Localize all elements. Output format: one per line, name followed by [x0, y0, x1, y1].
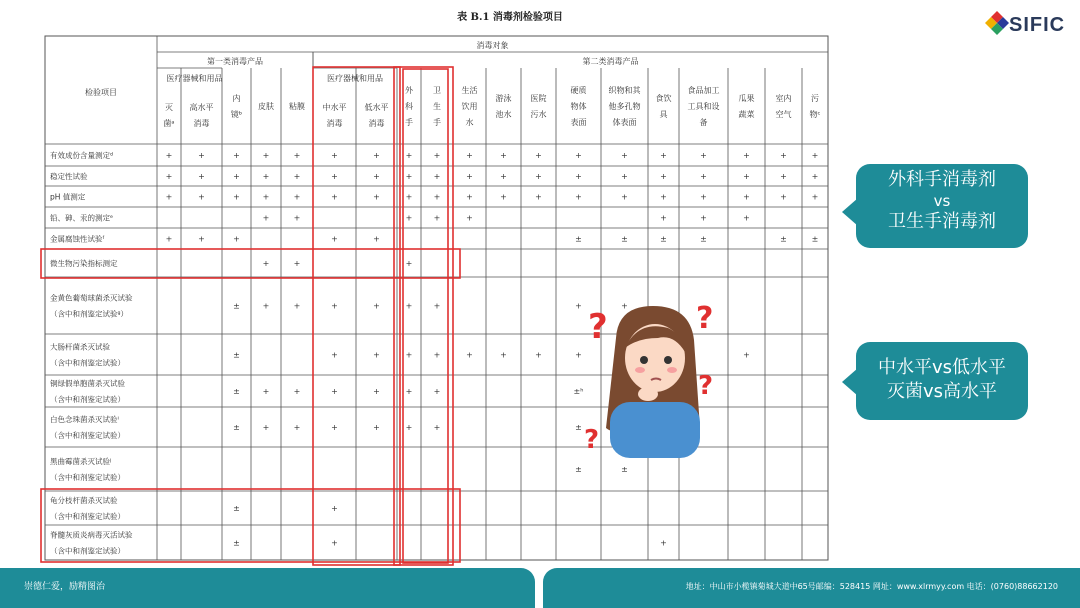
table-cell: +	[405, 387, 413, 396]
table-cell: +	[743, 151, 750, 160]
table-cell: +	[405, 350, 413, 360]
header-medical-devices-1: 医疗器械和用品	[166, 74, 223, 83]
column-header: 室内	[775, 94, 792, 103]
bubble1-line3: 卫生手消毒剂	[888, 211, 996, 232]
table-cell: +	[466, 192, 473, 202]
svg-text:?: ?	[588, 307, 608, 347]
row-label: 龟分枝杆菌杀灭试验	[50, 496, 118, 505]
table-cell: ±	[780, 234, 787, 244]
table-cell: +	[373, 172, 380, 181]
table-cell: +	[466, 172, 473, 181]
table-cell: ±	[621, 465, 628, 474]
column-header: 低水平	[364, 103, 389, 112]
table-cell: +	[811, 151, 819, 160]
table-cell: +	[535, 192, 542, 202]
highlight-medium-low-level	[313, 67, 400, 565]
table-cell: +	[743, 213, 750, 223]
table-cell: +	[293, 192, 301, 202]
table-cell: +	[331, 504, 338, 513]
svg-text:?: ?	[696, 301, 714, 336]
table-cell: +	[700, 192, 707, 202]
table-cell: ±	[811, 234, 819, 244]
row-label: 金黄色葡萄球菌杀灭试验	[50, 293, 133, 303]
table-cell: +	[233, 172, 240, 181]
thinking-girl-illustration	[578, 298, 728, 458]
column-header: 空气	[775, 110, 792, 119]
column-header: 食饮	[655, 94, 672, 103]
column-header: 皮肤	[258, 102, 274, 111]
table-cell: +	[433, 350, 441, 360]
table-cell: +	[500, 172, 507, 181]
column-header: 科	[405, 102, 413, 111]
table-cell: +	[743, 192, 750, 202]
table-cell: +	[331, 151, 338, 160]
table-cell: +	[466, 151, 473, 160]
table-cell: +	[660, 192, 667, 202]
table-cell: +	[262, 423, 270, 432]
table-cell: +	[743, 350, 750, 360]
table-cell: ±	[233, 504, 240, 513]
row-label: 稳定性试验	[50, 172, 88, 181]
table-cell: ±	[233, 301, 240, 311]
column-header: 工具和设	[687, 102, 720, 111]
footer-contact: 地址：中山市小榄镇菊城大道中65号邮编：528415 网址：www.xlrmyy.com 电话：(0760)88662120	[685, 582, 1058, 591]
column-header: 消毒	[326, 119, 343, 128]
table-cell: +	[811, 192, 819, 202]
table-cell: +	[262, 192, 270, 202]
row-label: 铜绿假单胞菌杀灭试验	[50, 379, 125, 388]
row-label: 有效成份含量测定ᵈ	[50, 151, 114, 160]
column-header: 游泳	[495, 94, 512, 103]
table-cell: +	[405, 423, 413, 432]
table-cell: +	[373, 192, 380, 202]
footer-motto: 崇德仁爱，励精图治	[24, 582, 106, 592]
table-cell: +	[233, 234, 240, 244]
column-header: 灭	[165, 103, 173, 112]
table-cell: +	[660, 151, 667, 160]
table-cell: +	[575, 172, 582, 181]
table-cell: +	[575, 350, 582, 360]
table-cell: +	[780, 192, 787, 202]
table-cell: +	[198, 192, 205, 202]
row-label: 白色念珠菌杀灭试验ⁱ	[50, 415, 119, 424]
table-cell: +	[466, 213, 473, 223]
table-cell: +	[433, 387, 441, 396]
table-cell: +	[198, 172, 205, 181]
table-cell: +	[621, 192, 628, 202]
table-cell: +	[575, 301, 582, 311]
table-cell: +	[700, 172, 707, 181]
row-label: （含中和剂鉴定试验）	[50, 395, 125, 404]
column-header: 物ᶜ	[809, 110, 821, 119]
table-cell: +	[433, 192, 441, 202]
table-cell: +	[433, 423, 441, 432]
table-cell: +	[165, 192, 173, 202]
table-cell: +	[198, 151, 205, 160]
header-group-2: 第二类消毒产品	[582, 57, 639, 66]
table-cell: +	[373, 387, 380, 396]
header-medical-devices-2: 医疗器械和用品	[327, 74, 383, 83]
row-label: 铅、砷、汞的测定ᵉ	[50, 213, 114, 223]
table-cell: +	[262, 387, 270, 396]
table-title: 表 B.1 消毒剂检验项目	[457, 12, 563, 23]
table-cell: ±	[575, 234, 582, 244]
table-cell: +	[660, 172, 667, 181]
table-cell: +	[433, 172, 441, 181]
column-header: 具	[659, 110, 668, 119]
table-cell: +	[373, 301, 380, 311]
table-cell: +	[373, 234, 380, 244]
column-header: 瓜果	[738, 94, 755, 103]
bubble-tail	[842, 198, 858, 226]
table-cell: +	[405, 151, 413, 160]
table-cell: ±	[575, 423, 582, 432]
column-header: 他多孔物	[608, 102, 641, 111]
table-cell: +	[433, 213, 441, 223]
row-label: （含中和剂鉴定试验ᵍ）	[50, 309, 129, 319]
table-cell: ±	[660, 234, 667, 244]
table-cell: +	[165, 172, 173, 181]
bubble2-line1: 中水平vs低水平	[877, 357, 1007, 378]
table-cell: +	[331, 192, 338, 202]
table-cell: +	[331, 423, 338, 432]
table-cell: +	[262, 213, 270, 223]
column-header: 物体	[570, 102, 587, 111]
header-disinfection-object: 消毒对象	[476, 41, 509, 50]
table-cell: +	[405, 301, 413, 311]
table-cell: +	[660, 213, 667, 223]
column-header: 饮用	[461, 102, 478, 111]
table-cell: +	[811, 172, 819, 181]
table-cell: +	[165, 151, 173, 160]
table-cell: ±	[575, 465, 582, 474]
table-cell: +	[233, 151, 240, 160]
table-cell: +	[621, 301, 628, 311]
row-label: 金属腐蚀性试验ᶠ	[50, 234, 105, 244]
table-cell: +	[198, 234, 205, 244]
sific-logo	[985, 10, 1075, 42]
column-header: 内	[232, 94, 241, 103]
table-cell: ±ʰ	[573, 387, 584, 396]
table-cell: +	[535, 350, 542, 360]
column-header: 高水平	[189, 103, 214, 112]
header-test-item: 检验项目	[85, 88, 117, 97]
column-header: 镜ᵇ	[230, 110, 243, 119]
bubble2-line2: 灭菌vs高水平	[886, 381, 998, 402]
column-header: 粘膜	[289, 102, 305, 111]
table-cell: +	[293, 387, 301, 396]
row-label: （含中和剂鉴定试验）	[50, 473, 125, 482]
table-cell: ±	[621, 234, 628, 244]
column-header: 体表面	[612, 118, 637, 127]
column-header: 硬质	[570, 86, 587, 95]
header-group-1: 第一类消毒产品	[207, 57, 263, 66]
table-cell: ±	[233, 350, 240, 360]
table-cell: +	[262, 172, 270, 181]
table-cell: +	[621, 151, 628, 160]
footer-right-bar	[543, 568, 1080, 608]
table-cell: +	[780, 151, 787, 160]
table-cell: +	[500, 350, 507, 360]
table-cell: +	[743, 172, 750, 181]
row-label: pH 值测定	[50, 192, 86, 202]
row-label: 微生物污染指标测定	[50, 259, 118, 268]
table-cell: +	[331, 234, 338, 244]
column-header: 医院	[530, 94, 547, 103]
table-cell: ±	[700, 234, 707, 244]
bubble1-line1: 外科手消毒剂	[888, 169, 996, 190]
table-cell: ±	[233, 538, 240, 548]
column-header: 食品加工	[687, 86, 720, 95]
row-label: （含中和剂鉴定试验）	[50, 546, 125, 556]
table-cell: +	[405, 213, 413, 223]
table-cell: +	[405, 259, 413, 268]
table-cell: +	[433, 301, 441, 311]
table-cell: +	[405, 172, 413, 181]
table-cell: +	[293, 151, 301, 160]
table-cell: +	[262, 301, 270, 311]
column-header: 蔬菜	[738, 110, 755, 119]
table-cell: +	[262, 151, 270, 160]
bubble-level-comparison	[856, 342, 1028, 420]
svg-text:?: ?	[698, 371, 714, 401]
table-cell: +	[293, 213, 301, 223]
table-cell: +	[535, 151, 542, 160]
table-cell: +	[780, 172, 787, 181]
table-cell: +	[575, 151, 582, 160]
column-header: 污	[811, 94, 819, 103]
table-cell: ±	[233, 387, 240, 396]
footer-left-bar	[0, 568, 535, 608]
logo-text: SIFIC	[1009, 14, 1066, 36]
column-header: 生活	[461, 86, 478, 95]
table-cell: +	[293, 301, 301, 311]
table-cell: +	[331, 172, 338, 181]
table-cell: +	[500, 151, 507, 160]
svg-text:?: ?	[584, 425, 600, 455]
table-cell: +	[233, 192, 240, 202]
table-cell: +	[331, 387, 338, 396]
table-cell: +	[293, 423, 301, 432]
column-header: 中水平	[322, 103, 347, 112]
row-label: 黑曲霉菌杀灭试验ʲ	[50, 457, 112, 466]
table-cell: +	[535, 172, 542, 181]
bubble-surgical-vs-hygienic	[856, 164, 1028, 248]
table-cell: +	[621, 172, 628, 181]
column-header: 手	[433, 118, 441, 127]
table-cell: +	[331, 538, 338, 548]
table-cell: +	[331, 350, 338, 360]
row-label: （含中和剂鉴定试验）	[50, 512, 125, 521]
column-header: 污水	[530, 110, 547, 119]
column-header: 手	[405, 118, 413, 127]
table-cell: +	[700, 213, 707, 223]
column-header: 外	[405, 86, 413, 95]
table-cell: +	[293, 172, 301, 181]
table-cell: +	[575, 192, 582, 202]
table-cell: +	[331, 301, 338, 311]
table-cell: +	[700, 151, 707, 160]
table-cell: +	[433, 151, 441, 160]
table-cell: +	[500, 192, 507, 202]
column-header: 织物和其	[608, 86, 641, 95]
row-label: （含中和剂鉴定试验）	[50, 431, 125, 440]
column-header: 生	[433, 102, 441, 111]
table-cell: +	[373, 423, 380, 432]
table-cell: +	[262, 259, 270, 268]
table-cell: +	[373, 151, 380, 160]
diamond-logo-icon	[985, 10, 1011, 40]
row-label: 大肠杆菌杀灭试验	[50, 342, 110, 352]
column-header: 消毒	[368, 119, 385, 128]
table-cell: +	[293, 259, 301, 268]
bubble1-line2: vs	[933, 192, 951, 210]
column-header: 备	[699, 118, 708, 127]
table-cell: +	[660, 538, 667, 548]
table-cell: +	[405, 192, 413, 202]
table-cell: +	[373, 350, 380, 360]
bubble-tail	[842, 368, 858, 396]
table-cell: +	[165, 234, 173, 244]
row-label: （含中和剂鉴定试验）	[50, 358, 125, 368]
column-header: 菌ᵃ	[163, 119, 175, 128]
column-header: 消毒	[193, 119, 210, 128]
column-header: 卫	[433, 86, 441, 95]
column-header: 表面	[570, 118, 587, 127]
column-header: 池水	[495, 110, 512, 119]
table-cell: +	[466, 350, 473, 360]
column-header: 水	[465, 118, 474, 127]
row-label: 脊髓灰质炎病毒灭活试验	[50, 530, 133, 540]
table-cell: ±	[233, 423, 240, 432]
